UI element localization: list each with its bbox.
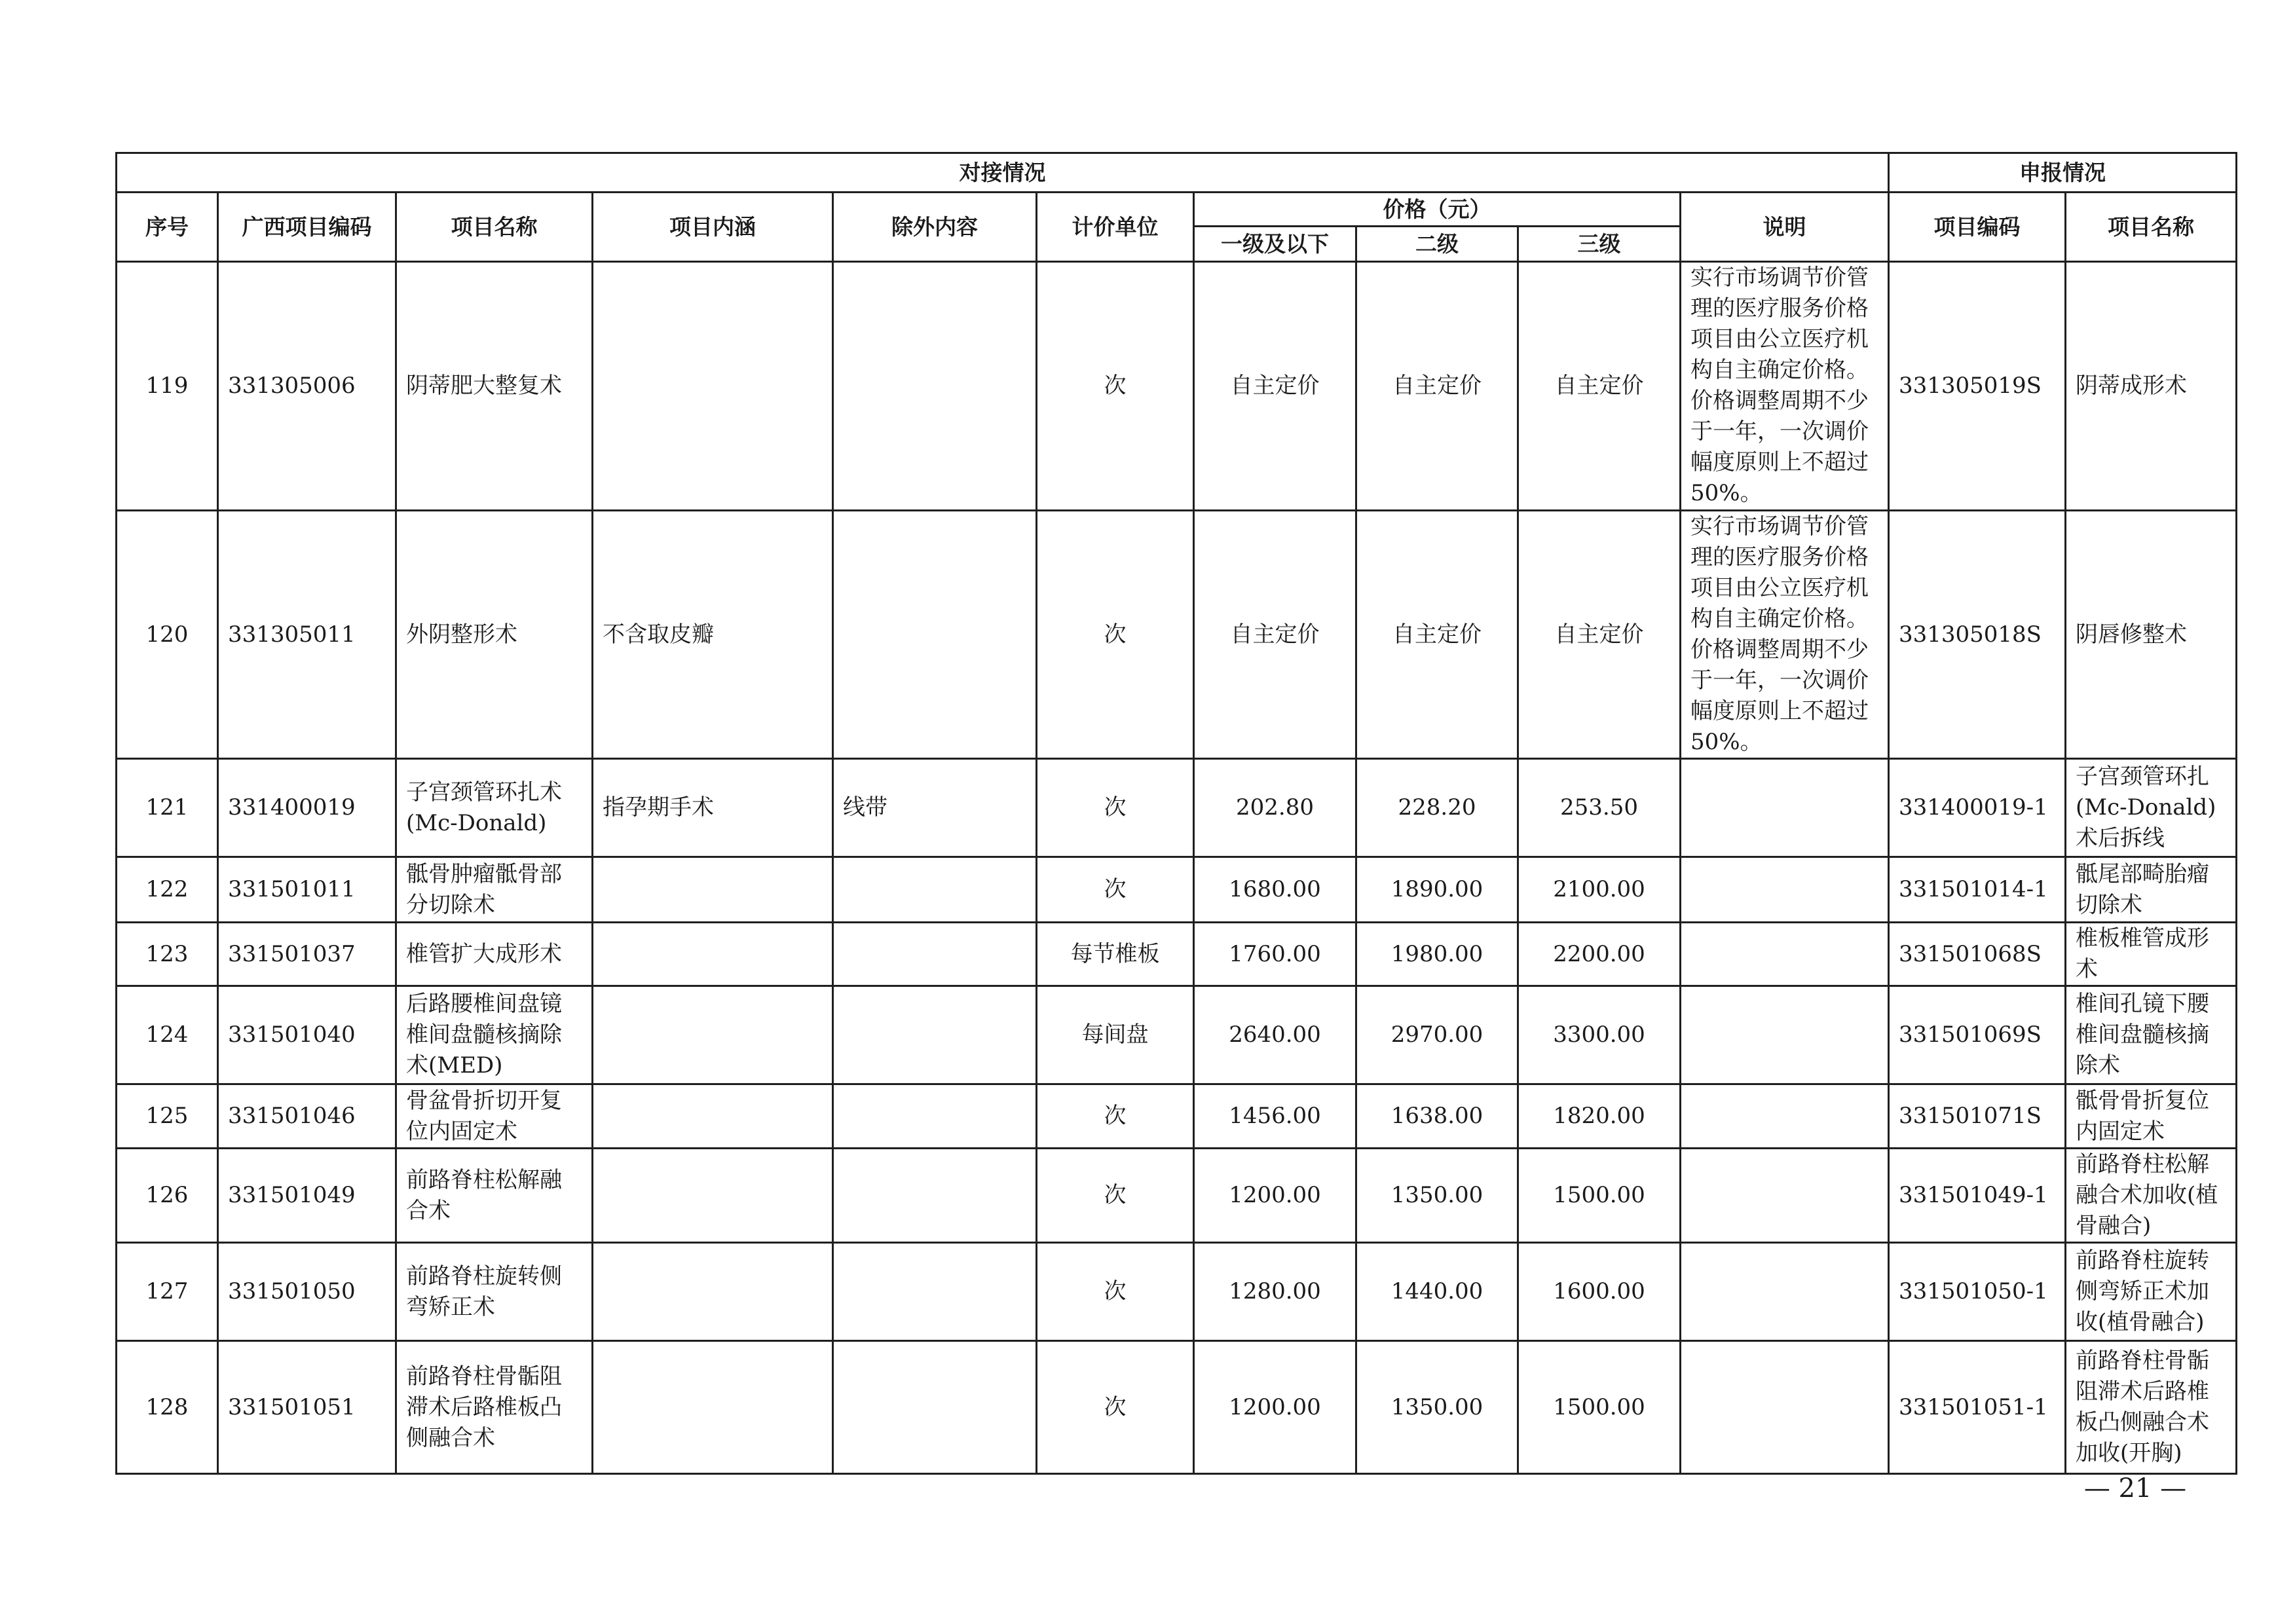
cell-exclude (833, 262, 1037, 511)
cell-price-level1: 2640.00 (1194, 986, 1356, 1084)
table-row (117, 759, 2237, 857)
col-header-note: 说明 (1681, 193, 1889, 262)
cell-price-level1: 202.80 (1194, 759, 1356, 857)
cell-content (593, 986, 833, 1084)
cell-note: 实行市场调节价管理的医疗服务价格项目由公立医疗机构自主确定价格。价格调整周期不少于一年，一次调价幅度原则上不超过50%。 (1681, 511, 1889, 759)
cell-name: 前路脊柱松解融合术 (396, 1149, 593, 1243)
cell-exclude (833, 857, 1037, 923)
cell-note (1681, 986, 1889, 1084)
cell-exclude (833, 1149, 1037, 1243)
cell-code: 331400019 (218, 759, 396, 857)
cell-unit: 每节椎板 (1037, 923, 1194, 986)
cell-code: 331501049 (218, 1149, 396, 1243)
cell-price-level3: 3300.00 (1518, 986, 1681, 1084)
cell-sb-code: 331501069S (1889, 986, 2066, 1084)
cell-price-level3: 1600.00 (1518, 1243, 1681, 1341)
cell-price-level2: 自主定价 (1356, 511, 1518, 759)
cell-sb-code: 331305018S (1889, 511, 2066, 759)
col-header-level2: 二级 (1356, 227, 1518, 262)
table-row (117, 1084, 2237, 1149)
cell-seq: 124 (117, 986, 218, 1084)
cell-note (1681, 1084, 1889, 1149)
cell-seq: 125 (117, 1084, 218, 1149)
cell-code: 331501040 (218, 986, 396, 1084)
cell-unit: 次 (1037, 759, 1194, 857)
table-row (117, 923, 2237, 986)
cell-price-level2: 1890.00 (1356, 857, 1518, 923)
col-header-gx-code: 广西项目编码 (218, 193, 396, 262)
cell-price-level1: 自主定价 (1194, 511, 1356, 759)
table-row (117, 1149, 2237, 1243)
cell-price-level3: 1500.00 (1518, 1149, 1681, 1243)
cell-sb-name: 前路脊柱旋转侧弯矫正术加收(植骨融合) (2066, 1243, 2237, 1341)
cell-seq: 122 (117, 857, 218, 923)
cell-unit: 每间盘 (1037, 986, 1194, 1084)
table-row (117, 511, 2237, 759)
cell-sb-code: 331501071S (1889, 1084, 2066, 1149)
price-table (115, 152, 2237, 1475)
col-header-content: 项目内涵 (593, 193, 833, 262)
table-row (117, 262, 2237, 511)
col-header-sb-code: 项目编码 (1889, 193, 2066, 262)
cell-name: 骶骨肿瘤骶骨部分切除术 (396, 857, 593, 923)
cell-exclude (833, 1341, 1037, 1474)
cell-price-level1: 1680.00 (1194, 857, 1356, 923)
cell-name: 外阴整形术 (396, 511, 593, 759)
cell-content: 指孕期手术 (593, 759, 833, 857)
cell-seq: 126 (117, 1149, 218, 1243)
cell-code: 331501046 (218, 1084, 396, 1149)
cell-name: 前路脊柱骨骺阻滞术后路椎板凸侧融合术 (396, 1341, 593, 1474)
cell-unit: 次 (1037, 1243, 1194, 1341)
cell-content (593, 1341, 833, 1474)
cell-content (593, 923, 833, 986)
cell-exclude (833, 1084, 1037, 1149)
cell-unit: 次 (1037, 1341, 1194, 1474)
cell-exclude (833, 986, 1037, 1084)
cell-price-level3: 2100.00 (1518, 857, 1681, 923)
cell-price-level3: 自主定价 (1518, 511, 1681, 759)
table-row (117, 986, 2237, 1084)
cell-price-level1: 1280.00 (1194, 1243, 1356, 1341)
table-row (117, 1341, 2237, 1474)
cell-sb-name: 阴蒂成形术 (2066, 262, 2237, 511)
cell-price-level3: 1500.00 (1518, 1341, 1681, 1474)
cell-price-level1: 1200.00 (1194, 1149, 1356, 1243)
cell-note (1681, 1243, 1889, 1341)
cell-price-level3: 253.50 (1518, 759, 1681, 857)
col-header-sb-name: 项目名称 (2066, 193, 2237, 262)
cell-name: 椎管扩大成形术 (396, 923, 593, 986)
cell-exclude (833, 923, 1037, 986)
cell-content (593, 1149, 833, 1243)
col-header-exclude: 除外内容 (833, 193, 1037, 262)
col-header-name: 项目名称 (396, 193, 593, 262)
cell-seq: 120 (117, 511, 218, 759)
cell-note: 实行市场调节价管理的医疗服务价格项目由公立医疗机构自主确定价格。价格调整周期不少于一年，一次调价幅度原则上不超过50%。 (1681, 262, 1889, 511)
cell-unit: 次 (1037, 262, 1194, 511)
cell-price-level2: 自主定价 (1356, 262, 1518, 511)
cell-name: 子宫颈管环扎术(Mc-Donald) (396, 759, 593, 857)
cell-sb-code: 331501068S (1889, 923, 2066, 986)
cell-seq: 123 (117, 923, 218, 986)
cell-sb-name: 骶尾部畸胎瘤切除术 (2066, 857, 2237, 923)
table-row (117, 1243, 2237, 1341)
cell-content (593, 1243, 833, 1341)
cell-price-level2: 228.20 (1356, 759, 1518, 857)
col-header-unit: 计价单位 (1037, 193, 1194, 262)
cell-content: 不含取皮瓣 (593, 511, 833, 759)
cell-price-level1: 1456.00 (1194, 1084, 1356, 1149)
cell-sb-name: 前路脊柱骨骺阻滞术后路椎板凸侧融合术加收(开胸) (2066, 1341, 2237, 1474)
cell-note (1681, 1149, 1889, 1243)
cell-price-level2: 1350.00 (1356, 1341, 1518, 1474)
cell-note (1681, 923, 1889, 986)
cell-price-level2: 1350.00 (1356, 1149, 1518, 1243)
cell-note (1681, 857, 1889, 923)
cell-content (593, 262, 833, 511)
cell-note (1681, 759, 1889, 857)
col-header-price: 价格（元） (1194, 193, 1681, 227)
cell-name: 后路腰椎间盘镜椎间盘髓核摘除术(MED) (396, 986, 593, 1084)
cell-sb-name: 椎板椎管成形术 (2066, 923, 2237, 986)
cell-code: 331501037 (218, 923, 396, 986)
cell-sb-name: 骶骨骨折复位内固定术 (2066, 1084, 2237, 1149)
cell-unit: 次 (1037, 1149, 1194, 1243)
cell-content (593, 857, 833, 923)
col-header-seq: 序号 (117, 193, 218, 262)
cell-price-level2: 1980.00 (1356, 923, 1518, 986)
cell-price-level2: 1440.00 (1356, 1243, 1518, 1341)
cell-sb-name: 子宫颈管环扎(Mc-Donald)术后拆线 (2066, 759, 2237, 857)
cell-price-level1: 自主定价 (1194, 262, 1356, 511)
cell-sb-code: 331501051-1 (1889, 1341, 2066, 1474)
cell-price-level3: 1820.00 (1518, 1084, 1681, 1149)
cell-code: 331305011 (218, 511, 396, 759)
table-row (117, 857, 2237, 923)
cell-sb-code: 331305019S (1889, 262, 2066, 511)
cell-exclude: 线带 (833, 759, 1037, 857)
cell-price-level2: 2970.00 (1356, 986, 1518, 1084)
cell-code: 331501051 (218, 1341, 396, 1474)
cell-price-level3: 2200.00 (1518, 923, 1681, 986)
cell-sb-name: 阴唇修整术 (2066, 511, 2237, 759)
cell-price-level1: 1760.00 (1194, 923, 1356, 986)
cell-name: 前路脊柱旋转侧弯矫正术 (396, 1243, 593, 1341)
cell-price-level2: 1638.00 (1356, 1084, 1518, 1149)
cell-sb-name: 前路脊柱松解融合术加收(植骨融合) (2066, 1149, 2237, 1243)
cell-name: 阴蒂肥大整复术 (396, 262, 593, 511)
col-header-level3: 三级 (1518, 227, 1681, 262)
cell-sb-name: 椎间孔镜下腰椎间盘髓核摘除术 (2066, 986, 2237, 1084)
cell-seq: 119 (117, 262, 218, 511)
cell-sb-code: 331501014-1 (1889, 857, 2066, 923)
cell-sb-code: 331400019-1 (1889, 759, 2066, 857)
cell-seq: 128 (117, 1341, 218, 1474)
col-header-level1: 一级及以下 (1194, 227, 1356, 262)
group-header-duijie: 对接情况 (117, 153, 1889, 193)
cell-sb-code: 331501049-1 (1889, 1149, 2066, 1243)
page-number: — 21 — (2083, 1473, 2187, 1504)
cell-exclude (833, 1243, 1037, 1341)
cell-note (1681, 1341, 1889, 1474)
cell-unit: 次 (1037, 857, 1194, 923)
cell-seq: 121 (117, 759, 218, 857)
cell-code: 331501011 (218, 857, 396, 923)
cell-seq: 127 (117, 1243, 218, 1341)
cell-sb-code: 331501050-1 (1889, 1243, 2066, 1341)
cell-code: 331501050 (218, 1243, 396, 1341)
cell-exclude (833, 511, 1037, 759)
group-header-shenbao: 申报情况 (1889, 153, 2237, 193)
cell-price-level1: 1200.00 (1194, 1341, 1356, 1474)
cell-content (593, 1084, 833, 1149)
cell-name: 骨盆骨折切开复位内固定术 (396, 1084, 593, 1149)
cell-code: 331305006 (218, 262, 396, 511)
cell-price-level3: 自主定价 (1518, 262, 1681, 511)
cell-unit: 次 (1037, 1084, 1194, 1149)
cell-unit: 次 (1037, 511, 1194, 759)
